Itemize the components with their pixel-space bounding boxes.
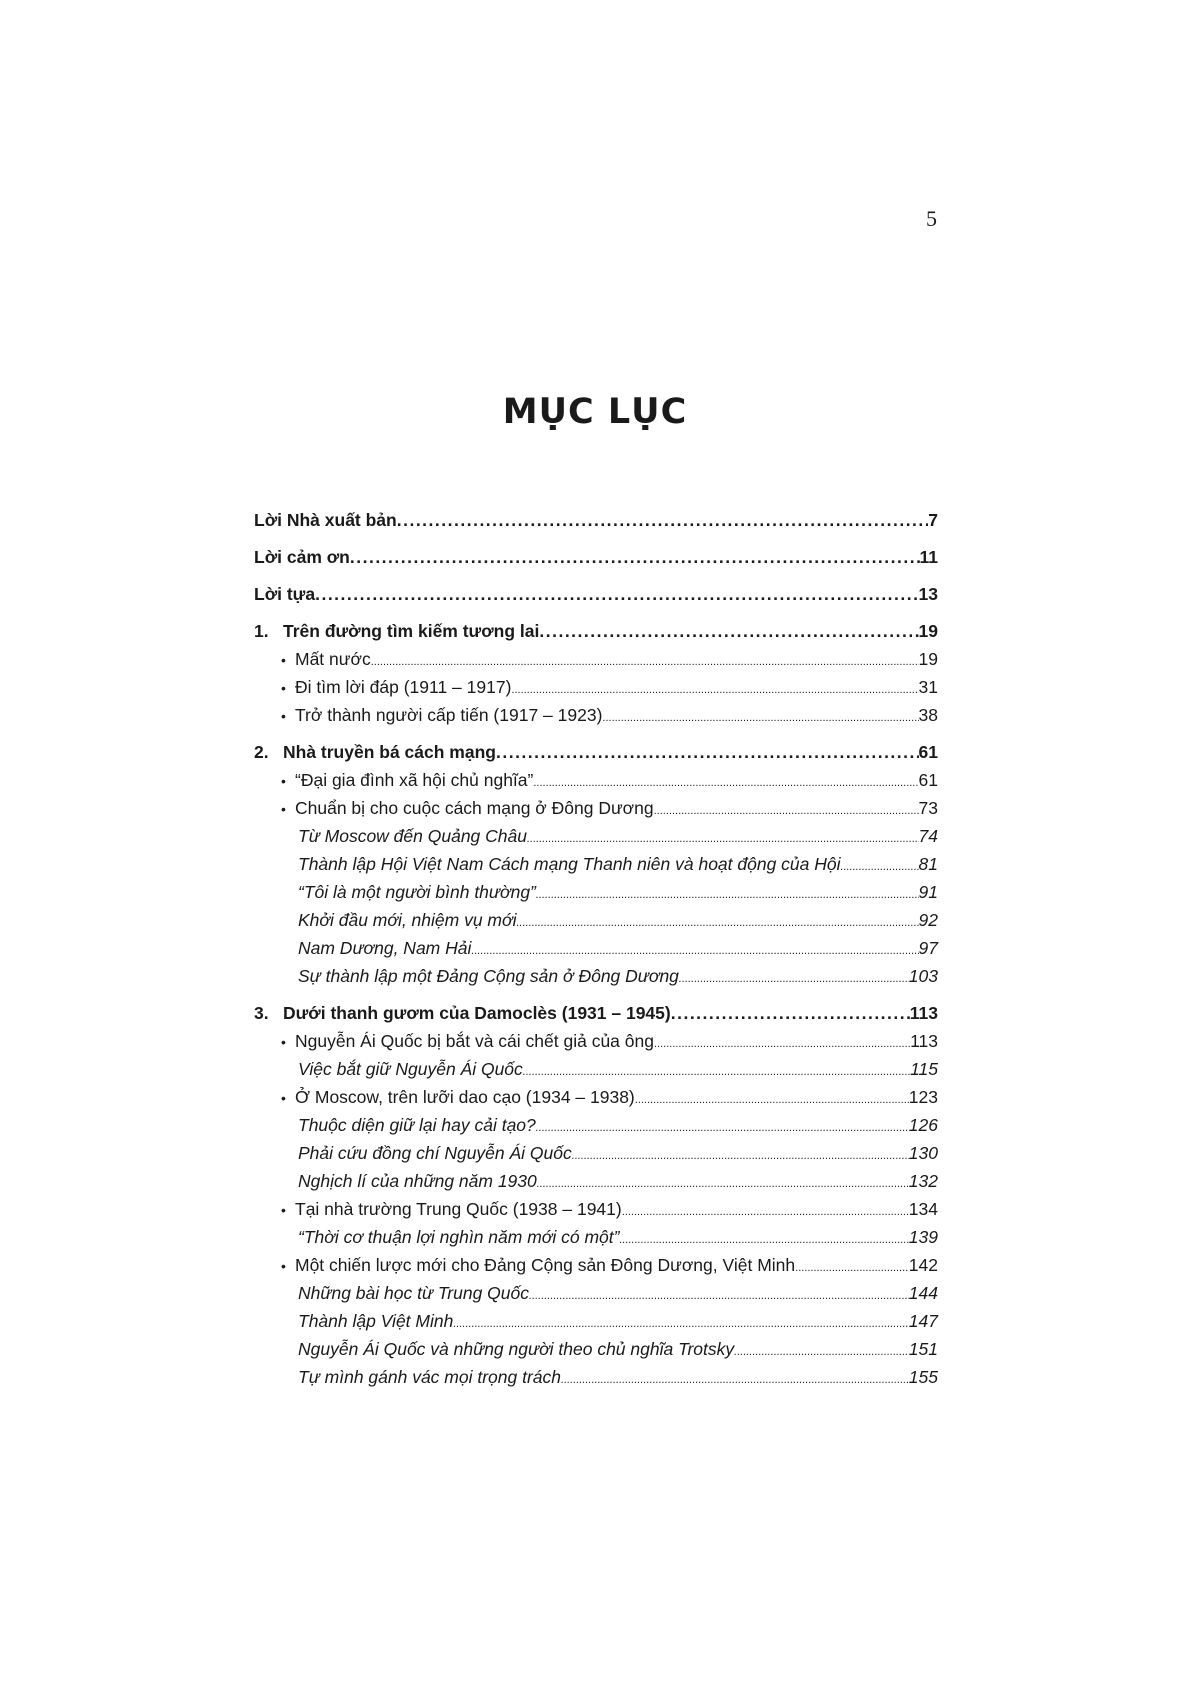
toc-entry-label: Tại nhà trường Trung Quốc (1938 – 1941) xyxy=(295,1199,622,1219)
bullet-icon: • xyxy=(281,1034,286,1050)
toc-page-number: 19 xyxy=(918,621,938,641)
toc-page-number: 13 xyxy=(918,584,938,604)
dot-leader xyxy=(734,1338,909,1366)
toc-page-number: 11 xyxy=(919,547,938,567)
toc-section[interactable] xyxy=(254,766,938,794)
toc-entry-label: “Tôi là một người bình thường” xyxy=(298,882,536,902)
toc-page-number: 134 xyxy=(908,1199,938,1219)
bullet-icon: • xyxy=(281,1090,286,1106)
dot-leader xyxy=(654,797,919,825)
toc-entry-label: Dưới thanh gươm của Damoclès (1931 – 1945) xyxy=(283,1003,671,1023)
bullet-icon: • xyxy=(281,801,286,817)
toc-page-number: 113 xyxy=(909,1003,938,1023)
toc-entry-label: Thành lập Việt Minh xyxy=(298,1311,454,1331)
bullet-icon: • xyxy=(281,708,286,724)
toc-entry-label: Lời cảm ơn xyxy=(254,547,350,567)
toc-page-number: 142 xyxy=(908,1255,938,1275)
dot-leader xyxy=(350,543,920,571)
dot-leader xyxy=(511,676,918,704)
toc-entry-label: Nguyễn Ái Quốc bị bắt và cái chết giả của ông xyxy=(295,1031,654,1051)
dot-leader xyxy=(654,1030,910,1058)
toc-section[interactable] xyxy=(254,645,938,673)
toc-entry-label: Sự thành lập một Đảng Cộng sản ở Đông Dương xyxy=(298,966,679,986)
toc-page-number: 155 xyxy=(908,1367,938,1387)
toc-page-number: 7 xyxy=(928,510,938,530)
dot-leader xyxy=(539,617,918,645)
toc-entry-label: Từ Moscow đến Quảng Châu xyxy=(298,826,527,846)
toc-subsection[interactable] xyxy=(254,1223,938,1251)
dot-leader xyxy=(533,769,918,797)
toc-page-number: 61 xyxy=(918,770,938,790)
chapter-number: 1. xyxy=(254,621,269,641)
dot-leader xyxy=(572,1142,909,1170)
dot-leader xyxy=(527,825,919,853)
toc-page-number: 115 xyxy=(910,1059,938,1079)
toc-entry-label: Thành lập Hội Việt Nam Cách mạng Thanh niên và hoạt động của Hội xyxy=(298,854,841,874)
page-title: MỤC LỤC xyxy=(502,392,688,432)
toc-entry-label: Việc bắt giữ Nguyễn Ái Quốc xyxy=(298,1059,523,1079)
bullet-icon: • xyxy=(281,1258,286,1274)
toc-page-number: 19 xyxy=(918,649,938,669)
dot-leader xyxy=(523,1058,910,1086)
dot-leader xyxy=(841,853,919,881)
toc-subsection[interactable] xyxy=(254,1055,938,1083)
toc-entry-label: Tự mình gánh vác mọi trọng trách xyxy=(298,1367,562,1387)
bullet-icon: • xyxy=(281,652,286,668)
dot-leader xyxy=(371,648,919,676)
dot-leader xyxy=(471,937,918,965)
toc-entry-label: Phải cứu đồng chí Nguyễn Ái Quốc xyxy=(298,1143,572,1163)
toc-subsection[interactable] xyxy=(254,934,938,962)
toc-entry-label: “Đại gia đình xã hội chủ nghĩa” xyxy=(295,770,534,790)
toc-subsection[interactable] xyxy=(254,1111,938,1139)
toc-page-number: 123 xyxy=(908,1087,938,1107)
toc-entry-label: “Thời cơ thuận lợi nghìn năm mới có một” xyxy=(298,1227,620,1247)
toc-page-number: 113 xyxy=(910,1031,938,1051)
toc-section[interactable] xyxy=(254,794,938,822)
toc-subsection[interactable] xyxy=(254,850,938,878)
toc-entry[interactable] xyxy=(254,543,938,571)
dot-leader xyxy=(671,999,910,1027)
bullet-icon: • xyxy=(281,773,286,789)
toc-page-number: 144 xyxy=(908,1283,938,1303)
toc-entry-label: Nhà truyền bá cách mạng xyxy=(283,742,496,762)
toc-entry-label: Lời tựa xyxy=(254,584,316,604)
toc-entry-label: Những bài học từ Trung Quốc xyxy=(298,1283,530,1303)
toc-page-number: 73 xyxy=(918,798,938,818)
toc-page-number: 103 xyxy=(908,966,938,986)
toc-section[interactable] xyxy=(254,701,938,729)
dot-leader xyxy=(537,1170,909,1198)
toc-page-number: 126 xyxy=(908,1115,938,1135)
toc-chapter[interactable] xyxy=(254,999,938,1027)
toc-section[interactable] xyxy=(254,1251,938,1279)
dot-leader xyxy=(795,1254,909,1282)
toc-subsection[interactable] xyxy=(254,1139,938,1167)
page-number: 5 xyxy=(926,206,937,231)
toc-entry[interactable] xyxy=(254,580,938,608)
toc-entry-label: Chuẩn bị cho cuộc cách mạng ở Đông Dương xyxy=(295,798,654,818)
toc-subsection[interactable] xyxy=(254,878,938,906)
bullet-icon: • xyxy=(281,1202,286,1218)
bullet-icon: • xyxy=(281,680,286,696)
toc-page-number: 130 xyxy=(908,1143,938,1163)
toc-subsection[interactable] xyxy=(254,1307,938,1335)
toc-page-number: 97 xyxy=(918,938,938,958)
toc-page-number: 147 xyxy=(908,1311,938,1331)
toc-entry-label: Mất nước xyxy=(295,649,371,669)
table-of-contents xyxy=(254,497,938,1391)
toc-page-number: 92 xyxy=(918,910,938,930)
toc-page-number: 91 xyxy=(918,882,938,902)
dot-leader xyxy=(453,1310,908,1338)
dot-leader xyxy=(496,738,919,766)
toc-subsection[interactable] xyxy=(254,1279,938,1307)
toc-subsection[interactable] xyxy=(254,962,938,990)
toc-entry-label: Lời Nhà xuất bản xyxy=(254,510,397,530)
toc-page-number: 74 xyxy=(918,826,938,846)
toc-section[interactable] xyxy=(254,673,938,701)
dot-leader xyxy=(602,704,918,732)
toc-entry-label: Nghịch lí của những năm 1930 xyxy=(298,1171,537,1191)
toc-entry-label: Ở Moscow, trên lưỡi dao cạo (1934 – 1938) xyxy=(295,1087,635,1107)
toc-section[interactable] xyxy=(254,1027,938,1055)
dot-leader xyxy=(619,1226,908,1254)
toc-entry[interactable] xyxy=(254,506,938,534)
toc-section[interactable] xyxy=(254,1083,938,1111)
dot-leader xyxy=(536,1114,909,1142)
toc-subsection[interactable] xyxy=(254,1363,938,1391)
toc-page-number: 139 xyxy=(908,1227,938,1247)
dot-leader xyxy=(622,1198,909,1226)
toc-section[interactable] xyxy=(254,1195,938,1223)
toc-entry-label: Trên đường tìm kiếm tương lai xyxy=(283,621,540,641)
toc-entry-label: Đi tìm lời đáp (1911 – 1917) xyxy=(295,677,512,697)
toc-entry-label: Khởi đầu mới, nhiệm vụ mới xyxy=(298,910,517,930)
dot-leader xyxy=(529,1282,909,1310)
chapter-number: 3. xyxy=(254,1003,269,1023)
chapter-number: 2. xyxy=(254,742,269,762)
toc-subsection[interactable] xyxy=(254,1167,938,1195)
dot-leader xyxy=(561,1366,909,1394)
dot-leader xyxy=(679,965,909,993)
toc-entry-label: Trở thành người cấp tiến (1917 – 1923) xyxy=(295,705,603,725)
toc-entry-label: Nam Dương, Nam Hải xyxy=(298,938,472,958)
dot-leader xyxy=(536,881,919,909)
toc-page-number: 132 xyxy=(908,1171,938,1191)
dot-leader xyxy=(397,506,929,534)
toc-chapter[interactable] xyxy=(254,738,938,766)
dot-leader xyxy=(315,580,918,608)
toc-entry-label: Thuộc diện giữ lại hay cải tạo? xyxy=(298,1115,536,1135)
dot-leader xyxy=(635,1086,909,1114)
toc-page-number: 38 xyxy=(918,705,938,725)
toc-entry-label: Một chiến lược mới cho Đảng Cộng sản Đông Dương, Việt Minh xyxy=(295,1255,796,1275)
toc-page-number: 151 xyxy=(908,1339,938,1359)
toc-subsection[interactable] xyxy=(254,1335,938,1363)
toc-page-number: 31 xyxy=(918,677,938,697)
toc-page-number: 81 xyxy=(918,854,938,874)
toc-subsection[interactable] xyxy=(254,822,938,850)
dot-leader xyxy=(516,909,918,937)
toc-entry-label: Nguyễn Ái Quốc và những người theo chủ nghĩa Trotsky xyxy=(298,1339,735,1359)
toc-page-number: 61 xyxy=(918,742,938,762)
toc-subsection[interactable] xyxy=(254,906,938,934)
toc-chapter[interactable] xyxy=(254,617,938,645)
